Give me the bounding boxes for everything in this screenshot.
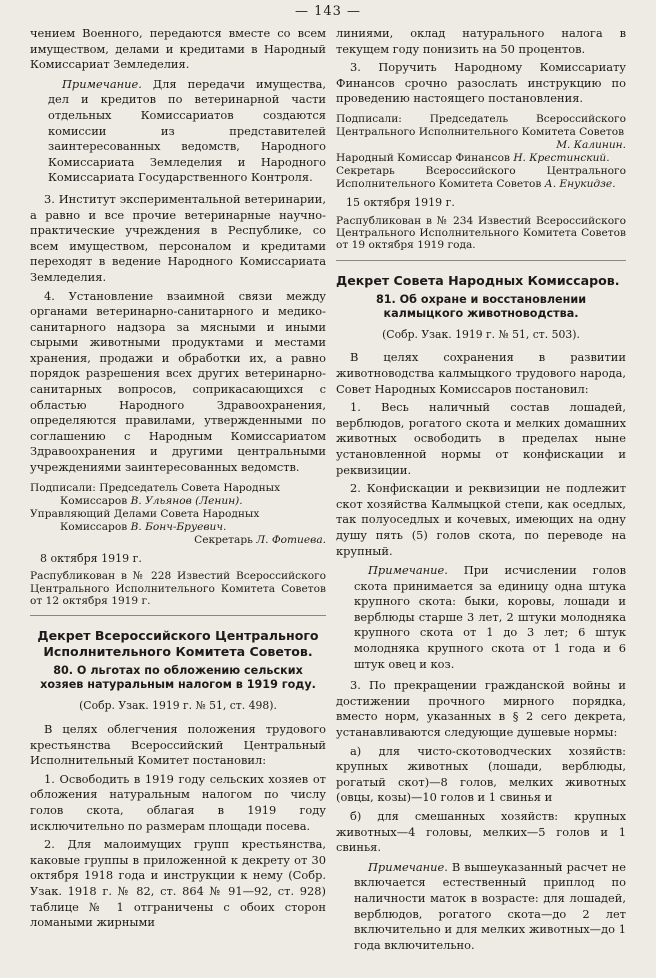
source-reference: (Собр. Узак. 1919 г. № 51, ст. 498).	[79, 699, 277, 713]
paragraph: 2. Конфискации и реквизиции не подлежит скот хозяйства Калмыцкой степи, как оседлых, так полуоседлых и кочевых, имеющих на одну душу пять (5) голов скота, по переводе на крупный.	[336, 481, 626, 558]
signature-name: В. Ульянов (Ленин).	[130, 494, 243, 507]
article-title: 80. О льготах по обложению сельских хозяев натуральным налогом в 1919 году.	[40, 664, 316, 692]
note-label: Примечание.	[368, 563, 448, 578]
paragraph: чением Военного, передаются вместе со всем имуществом, делами и кредитами в Народный Комиссариат Земледелия.	[30, 26, 326, 72]
note	[336, 563, 626, 672]
paragraph: В целях облегчения положения трудового крестьянства Всероссийский Центральный Исполнительный Комитет постановил:	[30, 722, 326, 768]
signature-name: В. Бонч-Бруевич.	[130, 520, 227, 533]
page-number: — 143 —	[294, 4, 362, 19]
paragraph: 2. Для малоимущих групп крестьянства, каковые группы в приложенной к декрету от 30 октября 1918 года и инструкции к нему (Собр. Узак. 1918 г. № 82, ст. 864 № 91—92, ст. 928) таблице № 1 отграничены с обоих сторон ломаными жирными	[30, 837, 326, 930]
note-text: При исчислении голов скота принимается за единицу одна штука крупного скота: быки, коровы, лошади и верблюды старше 3 лет, 2 штуки молодняка крупного скота от 1 до 3 лет; 6 штук молодняка крупного скота от 1 года и 6 штук овец и коз.	[354, 563, 626, 671]
signature-name: Н. Крестинский.	[513, 151, 610, 164]
paragraph: В целях сохранения в развитии животноводства калмыцкого трудового народа, Совет Народных Комиссаров постановил:	[336, 350, 626, 396]
signature-line	[30, 534, 326, 547]
note	[336, 860, 626, 954]
source-reference: (Собр. Узак. 1919 г. № 51, ст. 503).	[382, 327, 580, 341]
signature-line: Управляющий Делами Совета Народных	[30, 507, 260, 520]
paragraph: 1. Освободить в 1919 году сельских хозяев от обложения натуральным налогом по числу голов скота, облагая в 1919 году исключительно по размерам площади посева.	[30, 771, 326, 833]
decree-heading: Декрет Всероссийского Центрального Исполнительного Комитета Советов.	[37, 628, 319, 660]
signature-line	[336, 113, 626, 139]
right-column	[336, 26, 626, 959]
note-label: Примечание.	[62, 76, 142, 91]
decree-heading: Декрет Совета Народных Комиссаров.	[336, 272, 620, 288]
decree-date: 15 октября 1919 г.	[346, 195, 455, 209]
article-title: 81. Об охране и восстановлении калмыцкого животноводства.	[375, 292, 587, 320]
publication-note: Распубликован в № 228 Известий Всероссийского Центрального Исполнительного Комитета Советов от 12 октября 1919 г.	[30, 570, 326, 608]
signatures	[30, 482, 326, 547]
signature-line	[30, 521, 326, 534]
signature-line	[336, 152, 626, 165]
paragraph: 3. По прекращении гражданской войны и достижении прочного мирного порядка, вместо норм, указанных в § 2 сего декрета, устанавливаются следующие душевые нормы:	[336, 678, 626, 740]
signature-role: Подписали: Председатель Всероссийского Центрального Исполнительного Комитета Советов	[336, 112, 626, 138]
signature-name: М. Калинин.	[556, 138, 626, 151]
signature-role: Секретарь Всероссийского Центрального Исполнительного Комитета Советов	[336, 164, 626, 190]
signature-role: Секретарь	[194, 533, 253, 546]
signature-role: Комиссаров	[60, 494, 128, 507]
paragraph: линиями, оклад натурального налога в текущем году понизить на 50 процентов.	[336, 26, 626, 56]
signature-name: А. Енукидзе.	[544, 177, 616, 190]
note-text: Для передачи имущества, дел и кредитов по ветеринарной части отдельных Комиссариатов создаются комиссии из представителей заинтересованных ведомств, Народного Комиссариата Земледелия и Народного Комиссариата Государственного Контроля.	[48, 76, 326, 185]
signature-line	[336, 139, 626, 152]
paragraph: 4. Установление взаимной связи между органами ветеринарно-санитарного и медико-санитарного надзора за мясными и иными сырыми животными продуктами и местами хранения, продажи и обработки их, а равно порядок разрешения всех других ветеринарно-санитарных вопросов, соприкасающихся с областью Народного Здравоохранения, определяются правилами, утвержденными по соглашению с Народным Комиссариатом Здравоохранения и другими центральными учреждениями заинтересованных ведомств.	[30, 288, 326, 475]
section-divider	[30, 615, 326, 616]
paragraph: б) для смешанных хозяйств: крупных животных—4 головы, мелких—5 голов и 1 свинья.	[336, 809, 626, 855]
paragraph: 3. Институт экспериментальной ветеринарии, а равно и все прочие ветеринарные научно-практические учреждения в Республике, со всем имуществом, персоналом и кредитами переходят в ведение Народного Комиссариата Земледелия.	[30, 191, 326, 284]
publication-note: Распубликован в № 234 Известий Всероссийского Центрального Исполнительного Комитета Советов от 19 октября 1919 года.	[336, 214, 626, 252]
note-label: Примечание.	[368, 859, 448, 874]
note	[30, 77, 326, 186]
signature-name: Л. Фотиева.	[256, 533, 326, 546]
signature-role: Народный Комиссар Финансов	[336, 151, 510, 164]
decree-date: 8 октября 1919 г.	[40, 551, 142, 565]
paragraph: 3. Поручить Народному Комиссариату Финансов срочно разослать инструкцию по проведению настоящего постановления.	[336, 60, 626, 106]
section-divider	[336, 260, 626, 261]
signatures	[336, 113, 626, 191]
signature-line	[336, 165, 626, 191]
paragraph: 1. Весь наличный состав лошадей, верблюдов, рогатого скота и мелких домашних животных освободить в пределах ныне установленной нормы от конфискации и реквизиции.	[336, 400, 626, 477]
signature-line: Подписали: Председатель Совета Народных	[30, 481, 281, 494]
left-column	[30, 26, 326, 934]
paragraph: а) для чисто-скотоводческих хозяйств: крупных животных (лошади, верблюды, рогатый скот)—8 голов, мелких животных (овцы, козы)—10 голов и 1 свинья и	[336, 743, 626, 805]
note-text: В вышеуказанный расчет не включается естественный приплод по наличности маток в возрасте: для лошадей, верблюдов, рогатого скота—до 2 лет включительно и для мелких животных—до 1 года включительно.	[354, 859, 626, 952]
signature-line	[30, 495, 326, 508]
signature-role: Комиссаров	[60, 520, 128, 533]
